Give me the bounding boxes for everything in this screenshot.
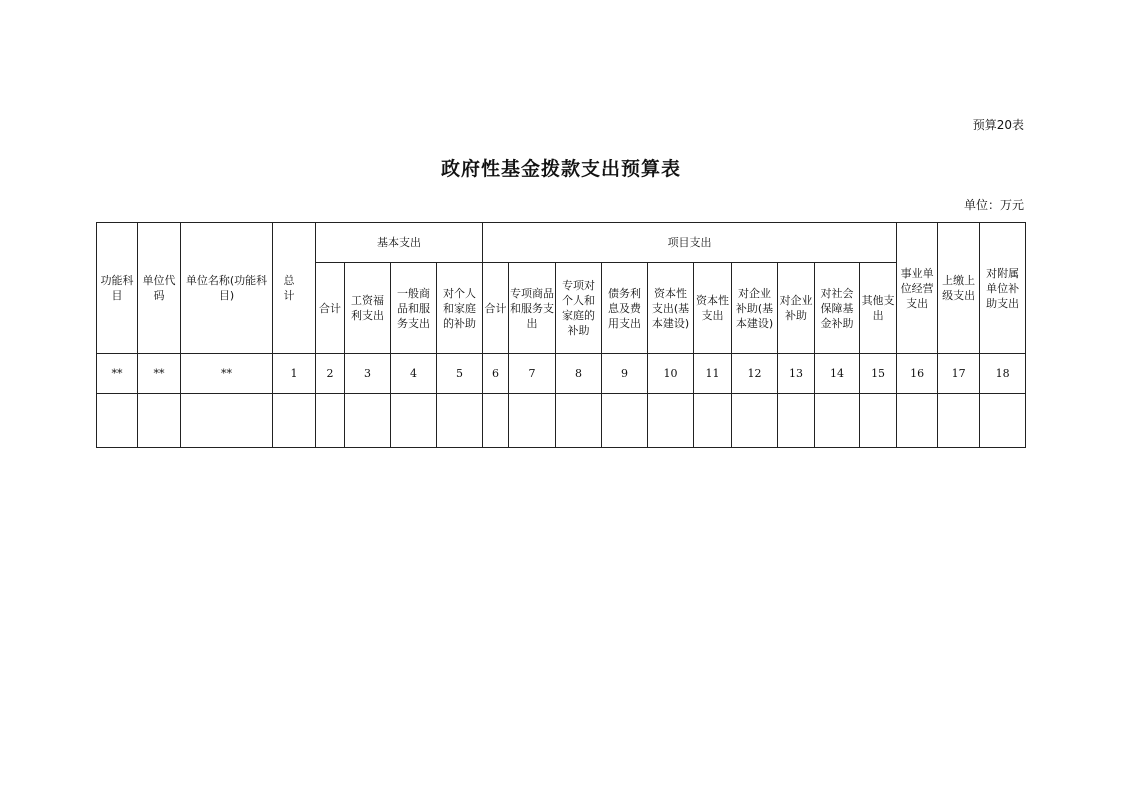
header-basic-total: 合计 (316, 263, 345, 354)
header-project-enterprise-construction: 对企业补助(基本建设) (732, 263, 778, 354)
table-cell (345, 394, 391, 448)
index-cell: 15 (860, 354, 897, 394)
index-cell: 18 (980, 354, 1026, 394)
header-payment-to-higher: 上缴上级支出 (938, 223, 980, 354)
header-unit-name: 单位名称(功能科目) (181, 223, 273, 354)
index-row (97, 354, 1026, 394)
header-project-other: 其他支出 (860, 263, 897, 354)
form-number: 预算20表 (972, 118, 1024, 132)
table-cell (732, 394, 778, 448)
table-cell (980, 394, 1026, 448)
header-project-capital-construction: 资本性支出(基本建设) (648, 263, 694, 354)
header-project-goods-services: 专项商品和服务支出 (509, 263, 556, 354)
index-cell: 1 (273, 354, 316, 394)
header-basic-wages: 工资福利支出 (345, 263, 391, 354)
header-project-capital: 资本性支出 (694, 263, 732, 354)
header-total: 总 计 (273, 223, 316, 354)
index-cell: 12 (732, 354, 778, 394)
index-cell: 4 (391, 354, 437, 394)
table-cell (97, 394, 138, 448)
header-project-enterprise-subsidy: 对企业补助 (778, 263, 815, 354)
index-cell: 2 (316, 354, 345, 394)
header-basic-household-subsidy: 对个人和家庭的补助 (437, 263, 483, 354)
page-title: 政府性基金拨款支出预算表 (440, 158, 681, 180)
index-cell: ** (138, 354, 181, 394)
index-cell: ** (181, 354, 273, 394)
table-cell (483, 394, 509, 448)
index-cell: 11 (694, 354, 732, 394)
header-project-expense: 项目支出 (483, 223, 897, 263)
table-cell (938, 394, 980, 448)
budget-table (96, 222, 1026, 448)
unit-label: 单位：万元 (963, 198, 1024, 212)
index-cell: 9 (602, 354, 648, 394)
table-cell (391, 394, 437, 448)
index-cell: 5 (437, 354, 483, 394)
index-cell: 17 (938, 354, 980, 394)
header-project-debt-interest: 债务利息及费用支出 (602, 263, 648, 354)
table-cell (181, 394, 273, 448)
table-cell (602, 394, 648, 448)
index-cell: 7 (509, 354, 556, 394)
table-cell (138, 394, 181, 448)
index-cell: 6 (483, 354, 509, 394)
table-cell (897, 394, 938, 448)
header-unit-code: 单位代码 (138, 223, 181, 354)
table-cell (860, 394, 897, 448)
header-subsidy-affiliated: 对附属单位补助支出 (980, 223, 1026, 354)
header-project-social-security: 对社会保障基金补助 (815, 263, 860, 354)
index-cell: 16 (897, 354, 938, 394)
header-func-subject: 功能科目 (97, 223, 138, 354)
table-cell (437, 394, 483, 448)
header-project-total: 合计 (483, 263, 509, 354)
table-cell (556, 394, 602, 448)
table-cell (778, 394, 815, 448)
table-cell (316, 394, 345, 448)
table-cell (648, 394, 694, 448)
table-cell (509, 394, 556, 448)
header-basic-expense: 基本支出 (316, 223, 483, 263)
index-cell: 13 (778, 354, 815, 394)
table-cell (273, 394, 316, 448)
header-project-household-subsidy: 专项对个人和家庭的补助 (556, 263, 602, 354)
index-cell: ** (97, 354, 138, 394)
index-cell: 10 (648, 354, 694, 394)
index-cell: 8 (556, 354, 602, 394)
table-row (97, 394, 1026, 448)
header-enterprise-operating: 事业单位经营支出 (897, 223, 938, 354)
table-cell (694, 394, 732, 448)
index-cell: 14 (815, 354, 860, 394)
header-basic-goods-services: 一般商品和服务支出 (391, 263, 437, 354)
table-cell (815, 394, 860, 448)
index-cell: 3 (345, 354, 391, 394)
